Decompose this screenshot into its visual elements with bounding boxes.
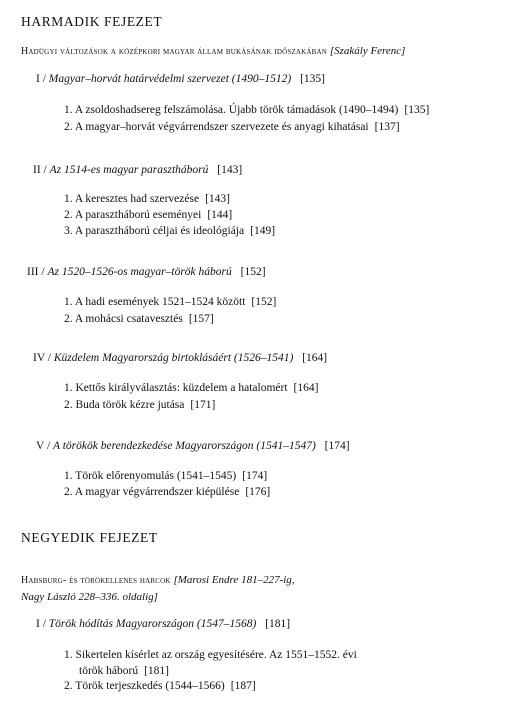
item-text: 1. A hadi események 1521–1524 között [64,296,246,308]
item-text: 2. A magyar–horvát végvárrendszer szervezete és anyagi kihatásai [64,121,369,133]
item-page: [187] [230,680,256,692]
list-item [64,470,267,482]
list-item [64,121,400,133]
section-title [36,73,325,85]
section-page: [164] [302,352,328,364]
item-page: [174] [242,470,268,482]
item-text-continued: török háború [79,665,139,677]
list-item [64,296,276,308]
item-page: [164] [293,382,319,394]
chapter-author: [Szakály Ferenc] [329,45,406,57]
chapter-heading: NEGYEDIK FEJEZET [21,530,158,545]
item-page: [149] [250,225,276,237]
item-text: 1. Török előrenyomulás (1541–1545) [64,470,237,482]
section-title-text: Az 1514-es magyar parasztháború [49,164,209,176]
section-title [27,266,266,278]
item-page: [144] [207,209,233,221]
item-page: [171] [190,399,216,411]
item-text: 2. Buda török kézre jutása [64,399,185,411]
chapter-heading: HARMADIK FEJEZET [21,14,163,29]
chapter-author: [Marosi Endre 181–227-ig, [173,574,295,586]
item-text: 2. A magyar végvárrendszer kiépülése [64,486,240,498]
section-title-text: A törökök berendezkedése Magyarországon (1541–1547) [53,440,316,452]
item-page: [135] [404,104,430,116]
list-item [64,647,484,679]
list-item [64,313,214,325]
section-numeral: I / [36,73,46,85]
chapter-subtitle-text: Hadügyi változások a középkori magyar állam bukásának időszakában [21,46,328,57]
list-item [64,209,232,221]
item-text: 3. A parasztháború céljai és ideológiája [64,225,245,237]
section-title [33,164,242,176]
section-title [36,440,350,452]
item-text: 1. Sikertelen kísérlet az ország egyesítésére. Az 1551–1552. évi [64,649,357,661]
section-page: [143] [217,164,243,176]
item-text: 1. Kettős királyválasztás: küzdelem a hatalomért [64,382,288,394]
item-page: [137] [374,121,400,133]
section-page: [152] [240,266,266,278]
section-numeral: IV / [33,352,51,364]
section-page: [174] [324,440,350,452]
chapter-subtitle [21,572,295,605]
list-item [64,382,318,394]
item-text: 1. A keresztes had szervezése [64,193,200,205]
item-page: [157] [188,313,214,325]
item-text: 2. A parasztháború eseményei [64,209,202,221]
section-title-text: Az 1520–1526-os magyar–török háború [47,266,232,278]
section-title-text: Magyar–horvát határvédelmi szervezet (1490–1512) [48,73,292,85]
item-text: 2. A mohácsi csatavesztés [64,313,183,325]
list-item [64,104,429,116]
list-item [64,680,256,692]
item-page: [176] [245,486,271,498]
list-item [64,486,270,498]
section-numeral: II / [33,164,47,176]
chapter-author-continued: Nagy László 228–336. oldalig] [21,591,158,603]
section-numeral: V / [36,440,51,452]
list-item [64,193,230,205]
item-page: [143] [205,193,230,205]
list-item [64,225,275,237]
section-numeral: I / [36,618,46,630]
section-title [36,618,290,630]
item-page: [181] [144,665,170,677]
section-title-text: Küzdelem Magyarország birtoklásáért (1526–1541) [53,352,294,364]
chapter-subtitle-text: Habsburg- és törökellenes harcok [21,575,171,586]
section-title-text: Török hódítás Magyarországon (1547–1568) [48,618,257,630]
section-page: [181] [265,618,291,630]
section-numeral: III / [27,266,45,278]
section-title [33,352,327,364]
chapter-subtitle [21,43,405,60]
section-page: [135] [300,73,325,85]
item-text: 1. A zsoldoshadsereg felszámolása. Újabb török támadások (1490–1494) [64,104,399,116]
item-text: 2. Török terjeszkedés (1544–1566) [64,680,225,692]
list-item [64,399,215,411]
item-page: [152] [251,296,277,308]
